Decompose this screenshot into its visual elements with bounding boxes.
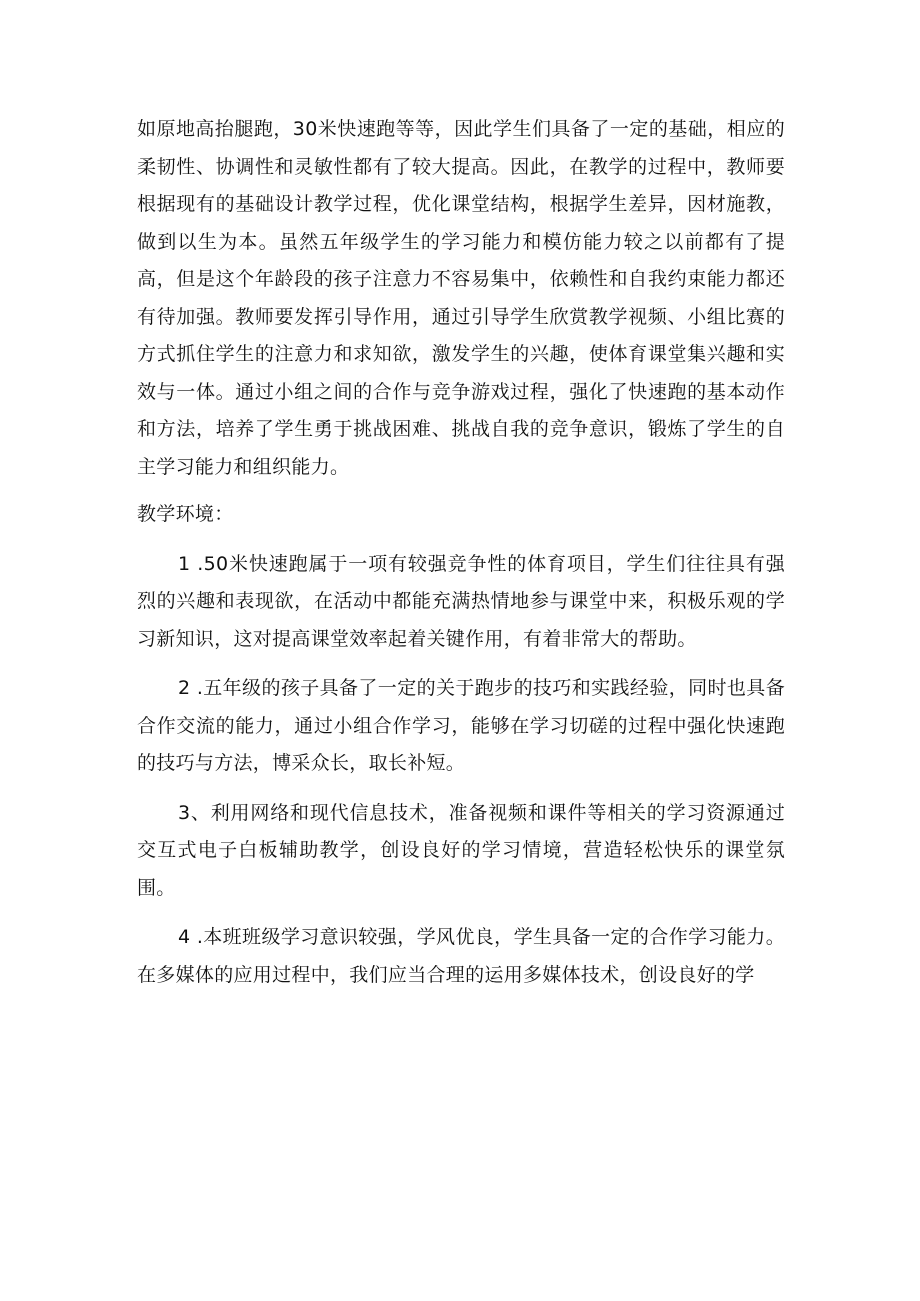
list-item-1: 1 .50米快速跑属于一项有较强竞争性的体育项目，学生们往往具有强烈的兴趣和表现欲，在活动中都能充满热情地参与课堂中来，积极乐观的学习新知识，这对提高课堂效率起着关键作用，有着非常大的帮助。 <box>137 552 785 650</box>
list-item-2: 2 .五年级的孩子具备了一定的关于跑步的技巧和实践经验，同时也具备合作交流的能力，通过小组合作学习，能够在学习切磋的过程中强化快速跑的技巧与方法，博采众长，取长补短。 <box>137 677 785 774</box>
document-body <box>137 111 785 994</box>
list-item-4: 4 .本班班级学习意识较强，学风优良，学生具备一定的合作学习能力。在多媒体的应用过程中，我们应当合理的运用多媒体技术，创设良好的学 <box>137 926 785 986</box>
intro-paragraph: 如原地高抬腿跑，30米快速跑等等，因此学生们具备了一定的基础，相应的柔韧性、协调性和灵敏性都有了较大提高。因此，在教学的过程中，教师要根据现有的基础设计教学过程，优化课堂结构，根据学生差异，因材施教，做到以生为本。虽然五年级学生的学习能力和模仿能力较之以前都有了提高，但是这个年龄段的孩子注意力不容易集中，依赖性和自我约束能力都还有待加强。教师要发挥引导作用，通过引导学生欣赏教学视频、小组比赛的方式抓住学生的注意力和求知欲，激发学生的兴趣，使体育课堂集兴趣和实效与一体。通过小组之间的合作与竞争游戏过程，强化了快速跑的基本动作和方法，培养了学生勇于挑战困难、挑战自我的竞争意识，锻炼了学生的自主学习能力和组织能力。 <box>137 118 785 478</box>
section-heading-teaching-environment: 教学环境： <box>137 503 234 525</box>
list-item-3: 3、利用网络和现代信息技术，准备视频和课件等相关的学习资源通过交互式电子白板辅助教学，创设良好的学习情境，营造轻松快乐的课堂氛围。 <box>137 801 785 899</box>
